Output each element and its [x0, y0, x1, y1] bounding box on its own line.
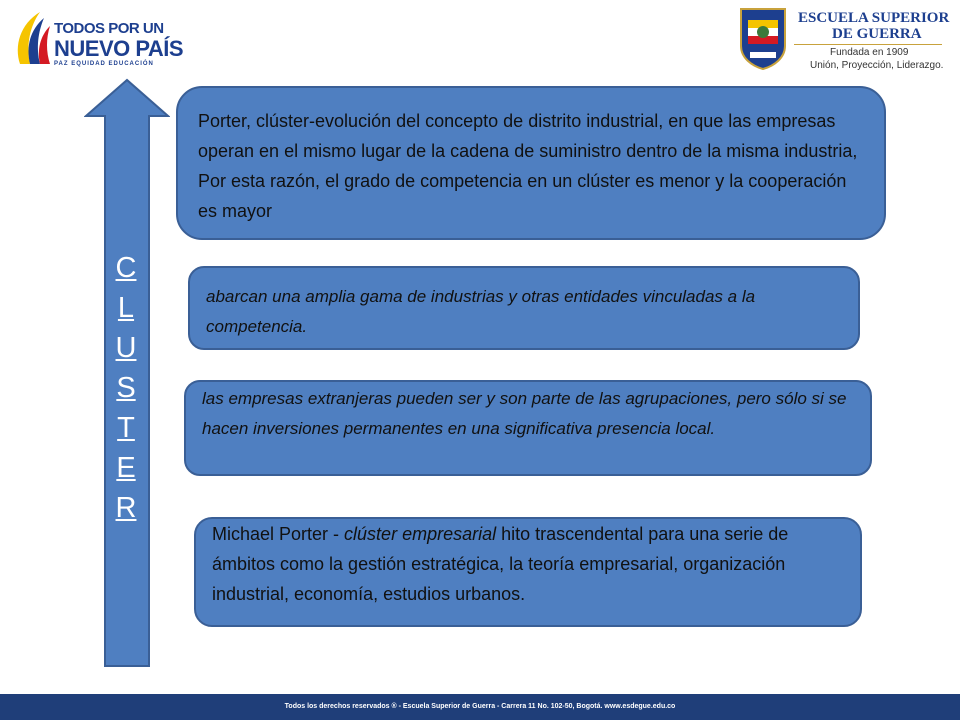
cluster-letter: L — [117, 292, 135, 324]
cluster-letter: U — [115, 332, 137, 364]
logo-line2: NUEVO PAÍS — [54, 36, 184, 61]
footer-text: Todos los derechos reservados ® - Escuela Superior de Guerra - Carrera 11 No. 102-50, Bogotá. www.esdegue.edu.co — [284, 703, 676, 710]
box2-text: abarcan una amplia gama de industrias y otras entidades vinculadas a la competencia. — [206, 287, 756, 336]
logo-todos-por-un-nuevo-pais — [10, 6, 184, 72]
logo-line1: TODOS POR UN — [54, 20, 164, 37]
school-motto: Unión, Proyección, Liderazgo. — [810, 60, 944, 71]
cluster-letter: T — [117, 412, 135, 444]
box4-prefix: Michael Porter - — [212, 524, 345, 544]
gold-divider — [794, 44, 942, 45]
box4-italic: clúster empresarial — [344, 524, 497, 544]
shield-crest-icon — [738, 6, 788, 70]
footer-bar — [0, 694, 960, 720]
school-title-1: ESCUELA SUPERIOR — [798, 10, 950, 26]
porter-cluster-definition-box — [176, 86, 886, 240]
box4-suffix: hito trascendental para una serie de ámbitos como la gestión estratégica, la teoría empresarial, organización industrial, economía, estudios urbanos. — [212, 524, 789, 604]
cluster-letter: R — [115, 492, 137, 524]
logo-escuela-superior-de-guerra — [738, 6, 948, 72]
school-title-2: DE GUERRA — [832, 26, 922, 42]
logo-tagline: PAZ EQUIDAD EDUCACIÓN — [54, 61, 154, 67]
industries-scope-box — [188, 266, 860, 350]
cluster-letter: C — [115, 252, 137, 284]
michael-porter-box — [194, 517, 862, 627]
box1-text: Porter, clúster-evolución del concepto de distrito industrial, en que las empresas operan en el mismo lugar de la cadena de suministro dentro de la misma industria, Por esta razón, el grado de competencia en un clúster es menor y la cooperación es mayor — [198, 111, 858, 221]
school-founded: Fundada en 1909 — [830, 47, 909, 58]
box3-text: las empresas extranjeras pueden ser y son parte de las agrupaciones, pero sólo si se hacen inversiones permanentes en una significativa presencia local. — [202, 389, 847, 438]
colombia-flag-swoosh-icon — [10, 6, 54, 72]
cluster-letter: S — [116, 372, 136, 404]
cluster-vertical-label — [105, 248, 147, 528]
foreign-companies-box — [184, 380, 872, 476]
cluster-letter: E — [116, 452, 136, 484]
